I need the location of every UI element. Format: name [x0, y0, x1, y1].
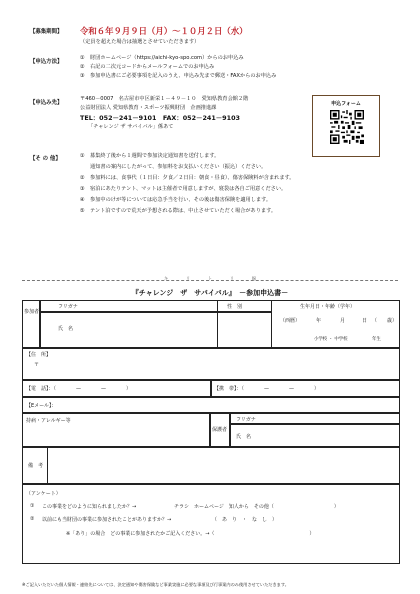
email-field[interactable] [22, 397, 400, 413]
month-label: 月 [340, 318, 346, 324]
other-item: ② 参加料には、食事代（１日目：夕食／２日目：朝食・昼食）、傷害保険料が含まれます。 [80, 175, 295, 181]
q2-options[interactable]: （ あ り ・ な し ） [212, 517, 278, 523]
form-title: 『チャレンジ ザ サバイバル』 －参加申込書－ [131, 289, 289, 297]
grade-label: 年生 [372, 337, 381, 342]
birth-label: 生年月日・年齢（学年） [300, 304, 356, 310]
period-label: 【募集期間】 [30, 29, 63, 35]
q2-num: ② [30, 516, 35, 522]
gender-label: 性 別 [227, 304, 243, 310]
furigana-label: フリガナ [58, 304, 78, 310]
method-item: ② 右記の二次元コードからメールフォームでのお申込み [80, 64, 215, 70]
era-label: （西暦） [280, 318, 301, 324]
other-item: ⑤ テント泊ですので荒天が予想される際は、中止させていただく場合があります。 [80, 208, 277, 214]
phone-label: 【電 話】：（ — — ） [26, 386, 132, 392]
q2-text: 以前にも当財団の事業に参加されたことがありますか？→ [42, 517, 172, 523]
guardian-furigana-label: フリガナ [236, 417, 256, 423]
other-item: 通知書の案内にしたがって、参加料をお支払いください（振込）ください。 [90, 164, 267, 170]
address-field[interactable] [22, 348, 400, 380]
guardian-name-field[interactable] [230, 424, 400, 447]
qr-code-icon[interactable] [330, 110, 364, 144]
guardian-name-label: 氏 名 [236, 434, 252, 440]
survey-label: （アンケート） [26, 491, 61, 497]
method-list [80, 54, 276, 81]
period-dates: 令和６年９月９日（月）～１０月２日（水） [80, 26, 248, 36]
allergy-label: 持病・アレルギー等 [26, 418, 71, 424]
other-item: ① 募集終了後から１週間で参加決定通知書を送付します。 [80, 153, 220, 159]
address-label: 【住 所】 [26, 352, 52, 358]
mobile-label: 【携 帯】：（ — — ） [214, 386, 320, 392]
q3-text[interactable]: ※「あり」の場合 どの事業に参加されたかご記入ください。→（ ） [66, 531, 315, 537]
period-note: （定員を超えた場合は抽選とさせていただきます） [80, 39, 200, 45]
method-item: ③ 参加申込書にご必要事項を記入のうえ、申込み先まで郵送・FAXからのお申込み [80, 73, 277, 79]
applicant-label: 参加者 [24, 309, 40, 315]
dest-block [80, 95, 248, 132]
dest-phone: TEL：052－241－9101 FAX：052－241－9103 [80, 114, 240, 122]
email-label: 【Eメール】： [26, 403, 57, 409]
other-item: ③ 宿泊にあたりテント、マットは主催者で用意しますが、寝袋は各自ご用意ください。 [80, 186, 287, 192]
other-item: ④ 参加中のけが等については応急手当を行い、その後は傷害保険を適用します。 [80, 197, 272, 203]
method-item: ① 財団ホームページ（https://aichi-kyo-spo.com）からのお申込み [80, 55, 244, 61]
gender-field[interactable] [217, 300, 272, 348]
method-label: 【申込方法】 [30, 59, 63, 65]
qr-title: 申込フォーム [331, 101, 361, 107]
cut-line-label: キ リ ト リ 線 [163, 277, 257, 282]
dest-label: 【申込み先】 [30, 100, 63, 106]
name-label: 氏 名 [58, 326, 74, 332]
q1-num: ① [30, 503, 35, 509]
footnote: ※ご記入いただいた個人情報・連絡先については、決定通知や傷害保険など事業実施に必要な事項及び行事案内のみ使用させていただきます。 [22, 582, 289, 587]
dest-line: 〒460－0007 名古屋市中区新栄１－４９－１０ 愛知県教育会館２階 [80, 96, 249, 102]
age-label: （ 歳） [372, 318, 398, 324]
remarks-field[interactable] [22, 447, 400, 484]
guardian-label: 保護者 [212, 427, 228, 433]
year-label: 年 [316, 318, 322, 324]
dest-line: 公益財団法人 愛知県教育・スポーツ振興財団 企画推進課 [80, 105, 217, 111]
q1-text: この事業をどのように知られましたか？→ [42, 504, 137, 510]
survey-box [22, 484, 400, 564]
day-label: 日 [362, 318, 368, 324]
school-label: 小学校 ・ 中学校 [314, 337, 348, 342]
remarks-label: 備 考 [28, 463, 44, 469]
qr-panel [312, 95, 380, 157]
other-label: 【そ の 他】 [30, 156, 61, 162]
postal-mark: 〒 [34, 362, 40, 368]
other-list [80, 151, 295, 217]
q1-options[interactable]: チラシ ホームページ 知人から その他（ ） [174, 504, 339, 510]
dest-line: 「チャレンジ ザ サバイバル」係あて [88, 124, 174, 130]
